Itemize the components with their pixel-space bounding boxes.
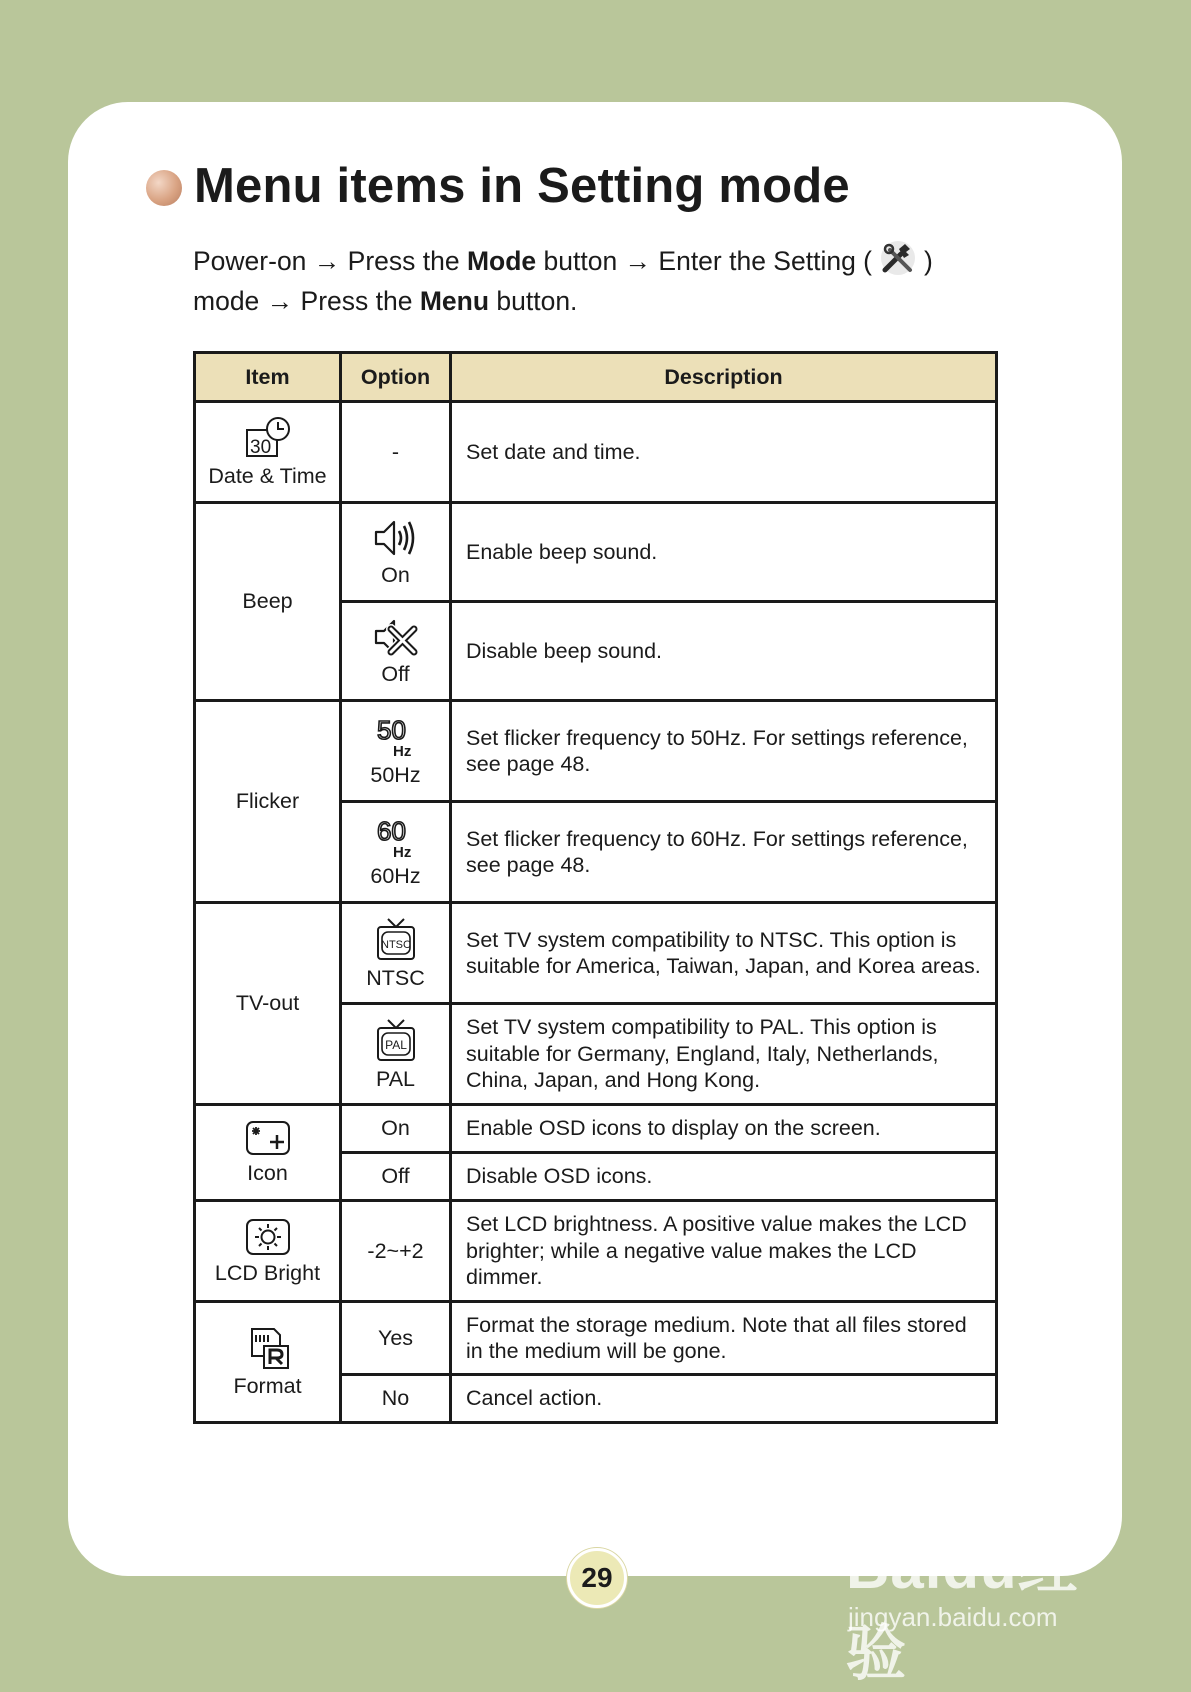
option-cell: Off: [341, 1153, 451, 1201]
table-header-row: [195, 353, 997, 402]
table-row: [195, 402, 997, 503]
option-cell: On: [341, 1105, 451, 1153]
option-cell: 60 Hz 60Hz: [341, 802, 451, 903]
table-row: [195, 701, 997, 802]
calendar-clock-icon: [244, 416, 292, 460]
mode-button-label: Mode: [466, 246, 537, 276]
description-cell: Set TV system compatibility to PAL. This option is suitable for Germany, England, Italy, Netherlands, China, Japan, and Hong Kong.: [451, 1004, 997, 1105]
brightness-icon: [243, 1217, 293, 1257]
tools-icon: [876, 240, 920, 284]
option-cell: Yes: [341, 1302, 451, 1375]
option-cell: Off: [341, 602, 451, 701]
description-cell: Disable OSD icons.: [451, 1153, 997, 1201]
flicker-60-unit: Hz: [392, 843, 411, 860]
watermark-main: Baidu经验: [846, 1534, 1079, 1687]
heading-bullet: [146, 170, 182, 206]
description-cell: Disable beep sound.: [451, 602, 997, 701]
option-cell: On: [341, 503, 451, 602]
item-cell: TV-out: [195, 903, 341, 1105]
description-cell: Set TV system compatibility to NTSC. This option is suitable for America, Taiwan, Japan, and Korea areas.: [451, 903, 997, 1004]
flicker-60hz-icon: [373, 816, 419, 860]
format-card-icon: [244, 1326, 292, 1370]
table-row: [195, 1105, 997, 1153]
description-cell: Set flicker frequency to 50Hz. For settings reference, see page 48.: [451, 701, 997, 802]
flicker-50-unit: Hz: [392, 742, 411, 759]
option-cell: -: [341, 402, 451, 503]
item-cell: 30 Date & Time: [195, 402, 341, 503]
description-cell: Set date and time.: [451, 402, 997, 503]
flicker-60-number: 60: [376, 815, 406, 846]
speaker-on-icon: [372, 517, 420, 559]
item-cell: Format: [195, 1302, 341, 1423]
flicker-50hz-icon: [373, 715, 419, 759]
header-option: Option: [341, 353, 451, 402]
ntsc-icon-text: NTSC: [380, 938, 411, 951]
menu-button-label: Menu: [419, 286, 490, 316]
description-cell: Set flicker frequency to 60Hz. For settings reference, see page 48.: [451, 802, 997, 903]
flicker-50-number: 50: [376, 714, 406, 745]
option-cell: No: [341, 1375, 451, 1423]
option-cell: -2~+2: [341, 1201, 451, 1302]
table-row: [195, 903, 997, 1004]
description-cell: Format the storage medium. Note that all files stored in the medium will be gone.: [451, 1302, 997, 1375]
header-description: Description: [451, 353, 997, 402]
tv-ntsc-icon: [374, 916, 418, 962]
watermark-sub: jingyan.baidu.com: [848, 1602, 1058, 1632]
osd-icon: [243, 1119, 293, 1157]
intro-text: Power-on → Press the Mode button → Enter the Setting ( ) mode → Press the Menu button.: [193, 240, 1023, 318]
calendar-day-text: 30: [249, 436, 271, 458]
item-cell: Flicker: [195, 701, 341, 903]
option-cell: PAL PAL: [341, 1004, 451, 1105]
description-cell: Set LCD brightness. A positive value makes the LCD brighter; while a negative value makes the LCD dimmer.: [451, 1201, 997, 1302]
table-row: [195, 1201, 997, 1302]
option-cell: NTSC NTSC: [341, 903, 451, 1004]
speaker-mute-icon: [372, 616, 420, 658]
table-row: [195, 503, 997, 602]
page-number: 29: [567, 1548, 627, 1608]
item-cell: Beep: [195, 503, 341, 701]
item-cell: LCD Bright: [195, 1201, 341, 1302]
table-row: [195, 1302, 997, 1375]
settings-table: [193, 351, 998, 1424]
item-cell: Icon: [195, 1105, 341, 1201]
tv-pal-icon: [374, 1017, 418, 1063]
pal-icon-text: PAL: [384, 1037, 407, 1052]
description-cell: Enable OSD icons to display on the screen.: [451, 1105, 997, 1153]
description-cell: Cancel action.: [451, 1375, 997, 1423]
description-cell: Enable beep sound.: [451, 503, 997, 602]
option-cell: 50 Hz 50Hz: [341, 701, 451, 802]
page-title: Menu items in Setting mode: [194, 159, 850, 213]
header-item: Item: [195, 353, 341, 402]
